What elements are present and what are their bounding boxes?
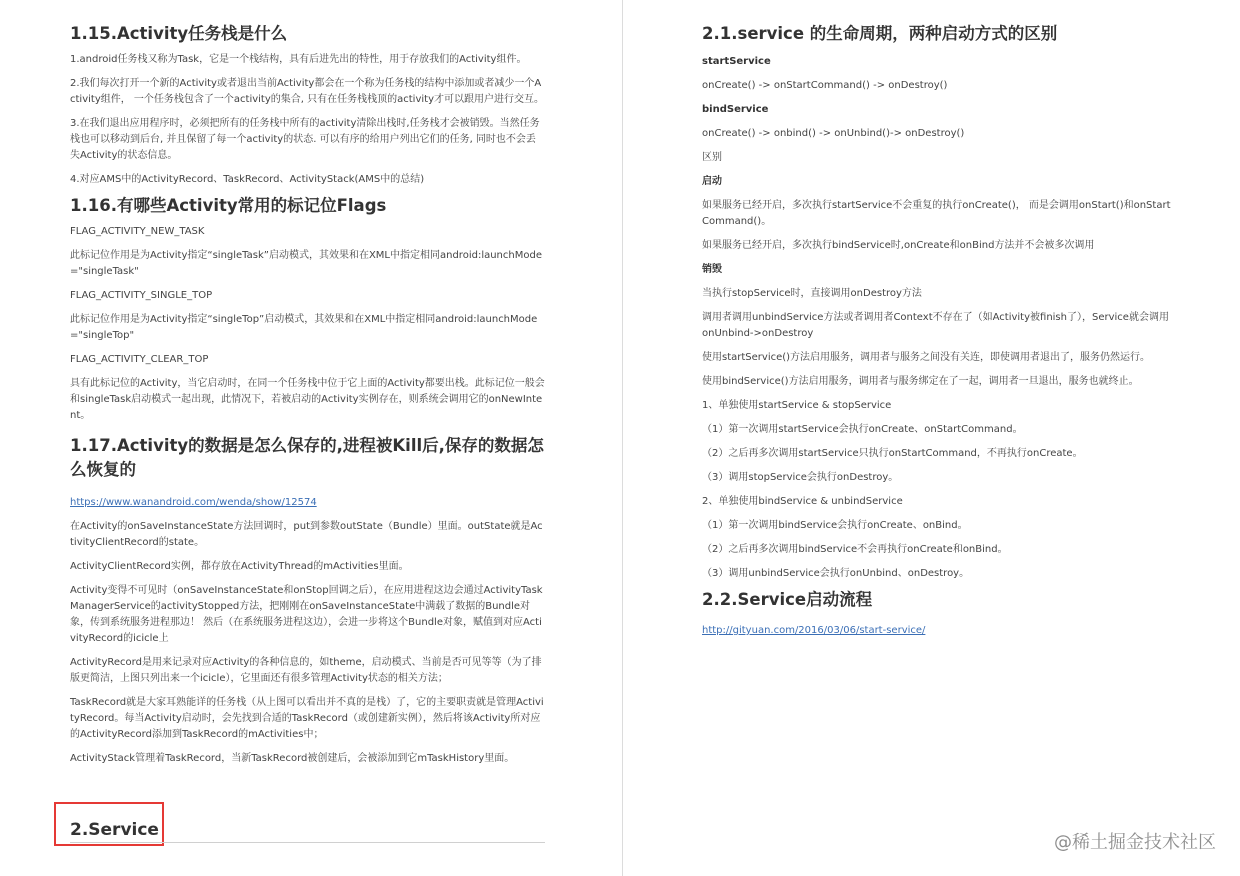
s21-subheading: 销毁 — [702, 264, 722, 275]
right-page — [623, 0, 1240, 876]
s21-line: （3）调用stopService会执行onDestroy。 — [702, 472, 899, 483]
s21-line: （2）之后再多次调用bindService不会再执行onCreate和onBind。 — [702, 544, 1008, 555]
s21-line: onCreate() -> onbind() -> onUnbind()-> onDestroy() — [702, 128, 965, 139]
s21-line: 调用者调用unbindService方法或者调用者Context不存在了（如Activity被finish了），Service就会调用onUnbind->onDestroy — [702, 312, 1169, 339]
section-2-1-title: 2.1.service 的生命周期，两种启动方式的区别 — [702, 24, 1058, 43]
s22-reference-link[interactable]: http://gityuan.com/2016/03/06/start-service/ — [702, 625, 926, 636]
watermark: @稀土掘金技术社区 — [1054, 832, 1216, 853]
s116-para-2: 此标记位作用是为Activity指定“singleTask”启动模式，其效果和在XML中指定相同android:launchMode="singleTask" — [70, 250, 542, 277]
s115-para-4: 4.对应AMS中的ActivityRecord、TaskRecord、ActivityStack(AMS中的总结) — [70, 174, 425, 185]
s116-para-5: FLAG_ACTIVITY_CLEAR_TOP — [70, 354, 209, 365]
left-page-content — [70, 22, 545, 767]
s21-line: （3）调用unbindService会执行onUnbind、onDestroy。 — [702, 568, 970, 579]
s21-line: 使用startService()方法启用服务，调用者与服务之间没有关连，即使调用者退出了，服务仍然运行。 — [702, 352, 1151, 363]
section-2-2-title: 2.2.Service启动流程 — [702, 590, 873, 609]
s21-line: （1）第一次调用startService会执行onCreate、onStartCommand。 — [702, 424, 1023, 435]
section-1-15-title: 1.15.Activity任务栈是什么 — [70, 24, 288, 43]
s21-subheading: 启动 — [702, 176, 722, 187]
s115-para-3: 3.在我们退出应用程序时，必须把所有的任务栈中所有的activity清除出栈时,任务栈才会被销毁。当然任务栈也可以移动到后台, 并且保留了每一个activity的状态. 可以有序的给用户列出它们的任务, 同时也不会丢失Activity的状态信息。 — [70, 118, 540, 161]
s21-line: 1、单独使用startService & stopService — [702, 400, 892, 411]
section-1-16-title: 1.16.有哪些Activity常用的标记位Flags — [70, 196, 387, 215]
s117-para-4: ActivityRecord是用来记录对应Activity的各种信息的，如theme，启动模式、当前是否可见等等（为了排版更简洁，上图只列出来一个icicle），它里面还有很多管理Activity状态的相关方法； — [70, 657, 542, 684]
s115-para-2: 2.我们每次打开一个新的Activity或者退出当前Activity都会在一个称为任务栈的结构中添加或者减少一个Activity组件， 一个任务栈包含了一个activity的集合, 只有在任务栈栈顶的activity才可以跟用户进行交互。 — [70, 78, 544, 105]
s115-para-1: 1.android任务栈又称为Task，它是一个栈结构，具有后进先出的特性，用于存放我们的Activity组件。 — [70, 54, 527, 65]
s21-line: 使用bindService()方法启用服务，调用者与服务绑定在了一起，调用者一旦退出，服务也就终止。 — [702, 376, 1139, 387]
s117-para-5: TaskRecord就是大家耳熟能详的任务栈（从上图可以看出并不真的是栈）了，它的主要职责就是管理ActivityRecord。每当Activity启动时，会先找到合适的TaskRecord（或创建新实例），然后将该Activity所对应的ActivityRecord添加到TaskRecord的mActivities中； — [70, 697, 544, 740]
s116-para-6: 具有此标记位的Activity，当它启动时，在同一个任务栈中位于它上面的Activity都要出栈。此标记位一般会和singleTask启动模式一起出现，此情况下，若被启动的Activity实例存在，则系统会调用它的onNewIntent。 — [70, 378, 545, 421]
section-divider — [70, 842, 545, 843]
s21-line: onCreate() -> onStartCommand() -> onDestroy() — [702, 80, 948, 91]
section-2-title: 2.Service — [70, 820, 159, 840]
s116-para-4: 此标记位作用是为Activity指定“singleTop”启动模式，其效果和在XML中指定相同android:launchMode="singleTop" — [70, 314, 538, 341]
s117-para-2: ActivityClientRecord实例，都存放在ActivityThread的mActivities里面。 — [70, 561, 409, 572]
s116-para-3: FLAG_ACTIVITY_SINGLE_TOP — [70, 290, 213, 301]
s117-reference-link[interactable]: https://www.wanandroid.com/wenda/show/12574 — [70, 497, 317, 508]
s21-line: （1）第一次调用bindService会执行onCreate、onBind。 — [702, 520, 968, 531]
s116-para-1: FLAG_ACTIVITY_NEW_TASK — [70, 226, 205, 237]
s21-line: 当执行stopService时，直接调用onDestroy方法 — [702, 288, 922, 299]
s21-subheading: bindService — [702, 104, 769, 115]
right-page-content — [702, 22, 1172, 639]
s21-line: 2、单独使用bindService & unbindService — [702, 496, 903, 507]
s21-line: 如果服务已经开启，多次执行startService不会重复的执行onCreate()， 而是会调用onStart()和onStartCommand()。 — [702, 200, 1171, 227]
s21-line: （2）之后再多次调用startService只执行onStartCommand，不再执行onCreate。 — [702, 448, 1083, 459]
section-1-17-title: 1.17.Activity的数据是怎么保存的,进程被Kill后,保存的数据怎么恢复的 — [70, 436, 544, 479]
s21-subheading: startService — [702, 56, 771, 67]
s117-para-6: ActivityStack管理着TaskRecord，当新TaskRecord被创建后，会被添加到它mTaskHistory里面。 — [70, 753, 515, 764]
s117-para-3: Activity变得不可见时（onSaveInstanceState和onStop回调之后），在应用进程这边会通过ActivityTaskManagerService的activityStopped方法，把刚刚在onSaveInstanceState中满载了数据的Bundle对象，传到系统服务进程那边！ 然后（在系统服务进程这边），会进一步将这个Bundle对象，赋值到对应ActivityRecord的icicle上 — [70, 585, 543, 644]
s21-line: 如果服务已经开启，多次执行bindService时,onCreate和onBind方法并不会被多次调用 — [702, 240, 1095, 251]
s21-line: 区别 — [702, 152, 722, 163]
s21-item-list — [702, 54, 1172, 582]
s117-para-1: 在Activity的onSaveInstanceState方法回调时，put到参数outState（Bundle）里面。outState就是ActivityClientRecord的state。 — [70, 521, 543, 548]
